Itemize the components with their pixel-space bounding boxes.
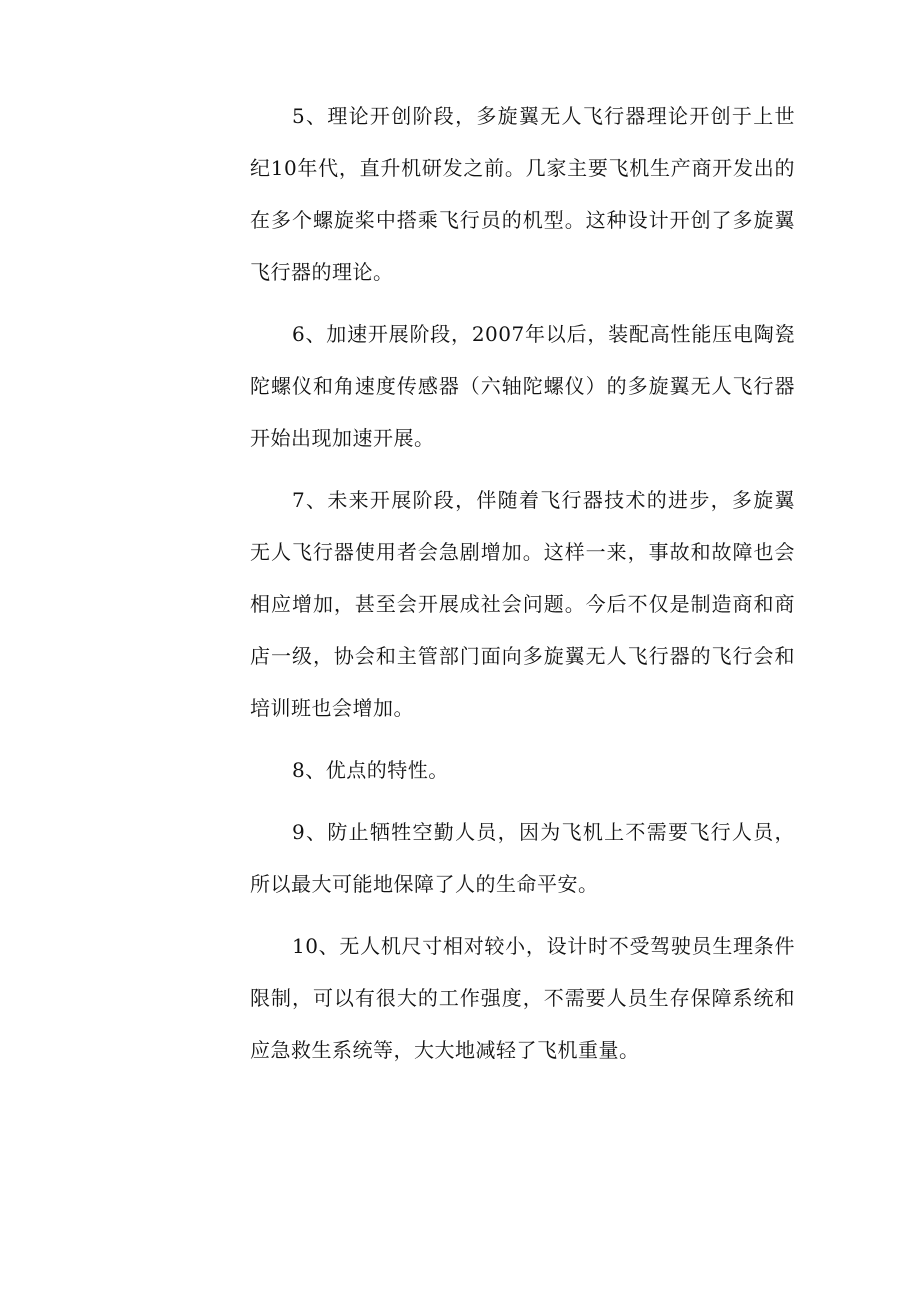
document-body (250, 90, 795, 1086)
paragraph-5: 5、理论开创阶段，多旋翼无人飞行器理论开创于上世纪10年代，直升机研发之前。几家主要飞机生产商开发出的在多个螺旋桨中搭乘飞行员的机型。这种设计开创了多旋翼飞行器的理论。 (250, 104, 795, 284)
paragraph-6: 6、加速开展阶段，2007年以后，装配高性能压电陶瓷陀螺仪和角速度传感器（六轴陀螺仪）的多旋翼无人飞行器开始出现加速开展。 (250, 322, 795, 450)
paragraph-7: 7、未来开展阶段，伴随着飞行器技术的进步，多旋翼无人飞行器使用者会急剧增加。这样一来，事故和故障也会相应增加，甚至会开展成社会问题。今后不仅是制造商和商店一级，协会和主管部门面向多旋翼无人飞行器的飞行会和培训班也会增加。 (250, 488, 795, 720)
paragraph-8: 8、优点的特性。 (292, 758, 449, 782)
paragraph-10: 10、无人机尺寸相对较小，设计时不受驾驶员生理条件限制，可以有很大的工作强度，不需要人员生存保障系统和应急救生系统等，大大地减轻了飞机重量。 (250, 934, 795, 1062)
paragraph-9: 9、防止牺牲空勤人员，因为飞机上不需要飞行人员，所以最大可能地保障了人的生命平安。 (250, 820, 795, 896)
